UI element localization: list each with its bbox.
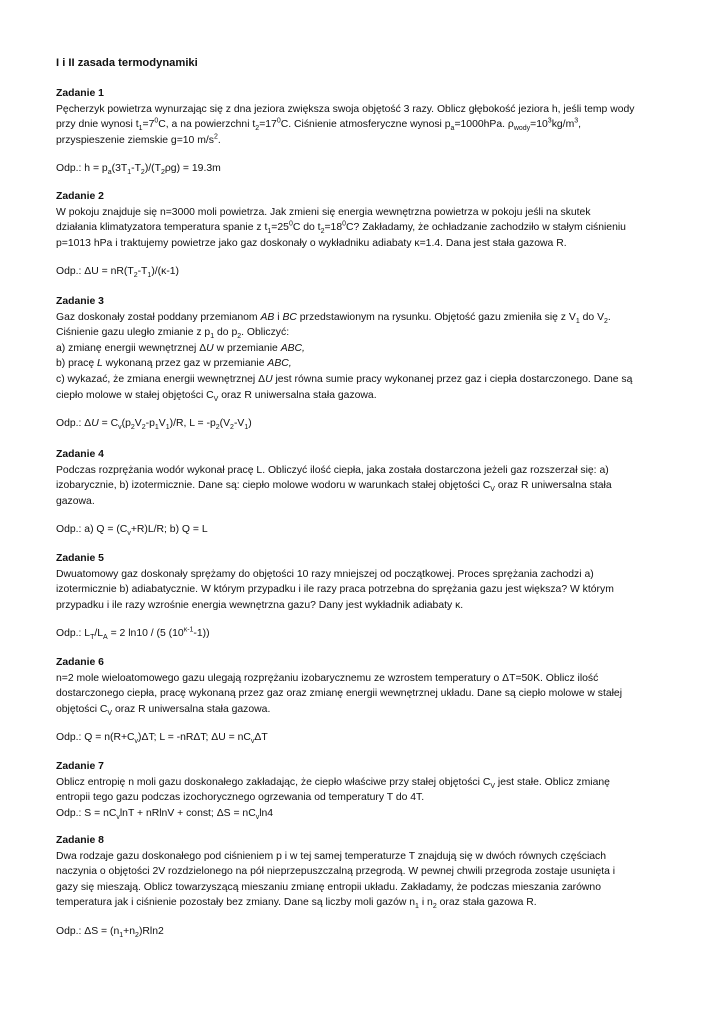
task-1-answer: Odp.: $h = p_a(3T_1-T_2)/(T_2\rho g) = 19.3m$ xyxy=(56,163,221,177)
task-3 xyxy=(56,294,676,432)
task-2 xyxy=(56,189,676,280)
task-7-answer: Odp.: $S = nC_v\ln T + nRlnV$ + const; $\Delta S = nC_v\ln 4$ xyxy=(56,807,274,821)
task-6-answer: Odp.: $Q = n(R+C_v)\Delta T$; L = -nRΔT; $\Delta U = nC_v\Delta T$ xyxy=(56,732,268,746)
task-4-text-line: izobarycznie, b) izotermicznie. Dane są: ciepło molowe wodoru w warunkach stałej objętości $C_V$ oraz R uniwersalna stała xyxy=(56,480,612,494)
task-8-text-line: temperatura jak i ciśnienie pozostały bez zmiany. Dane są liczby moli gazów $n_1$ i $n_2$ oraz stała gazowa R. xyxy=(56,897,537,911)
task-5-text-line: przypadku i ile razy wzrośnie energia wewnętrzna gazu? Dany jest wykładnik adiabaty κ. xyxy=(56,599,464,611)
task-3-text-line: Ciśnienie gazu uległo zmianie z $p_1$ do $p_2$. Obliczyć: xyxy=(56,327,290,341)
task-3-text-line: Gaz doskonały został poddany przemianom AB i BC przedstawionym na rysunku. Objętość gazu zmieniła się z $V_1$ do $V_2$. xyxy=(56,311,611,325)
task-6-text-line: objętości $C_V$ oraz R uniwersalna stała gazowa. xyxy=(56,703,271,717)
task-8-heading: Zadanie 8 xyxy=(56,835,104,846)
task-3-text-line: ciepło molowe w stałej objętości $C_V$ oraz R uniwersalna stała gazowa. xyxy=(56,389,377,403)
task-8-text-line: gazy się mieszają. Oblicz towarzyszącą mieszaniu zmianę entropii układu. Zakładamy, że podczas mieszania zarówno xyxy=(56,881,601,893)
task-4 xyxy=(56,447,676,538)
task-7-heading: Zadanie 7 xyxy=(56,761,104,772)
task-6-text-line: n=2 mole wieloatomowego gazu ulegają rozprężaniu izobarycznemu ze wzrostem temperatury o ΔT=50K. Oblicz ilość xyxy=(56,672,599,684)
task-2-text-line: działania klimatyzatora temperatura spanie z $t_1=25^0C$ do $t_2=18^0C$? Zakładamy, że ochładzanie zachodziło w stałym ciśnieniu xyxy=(56,220,626,236)
task-4-text-line: Podczas rozprężania wodór wykonał pracę L. Obliczyć ilość ciepła, jaka została dostarczona jeżeli gaz rozszerzał się: a) xyxy=(56,464,609,476)
task-5-heading: Zadanie 5 xyxy=(56,553,104,564)
task-8-text-line: Dwa rodzaje gazu doskonałego pod ciśnieniem p i w tej samej temperaturze T znajdują się w dwóch równych częściach xyxy=(56,850,607,862)
task-7-text-line: Oblicz entropię n moli gazu doskonałego zakładając, że ciepło właściwe przy stałej objętości $C_V$ jest stałe. Oblicz zmianę xyxy=(56,776,610,790)
task-4-text-line: gazowa. xyxy=(56,495,95,507)
task-8 xyxy=(56,833,676,940)
task-3-heading: Zadanie 3 xyxy=(56,296,104,307)
task-7 xyxy=(56,759,676,821)
task-6-heading: Zadanie 6 xyxy=(56,657,104,668)
task-3-answer: Odp.: $\Delta U = C_v(p_2V_2-p_1V_1)/R$, $L = -p_2(V_2-V_1)$ xyxy=(56,418,252,432)
task-1-text-line: przy dnie wynosi $t_1=7^0C$, a na powierzchni $t_2=17^0C$. Ciśnienie atmosferyczne wynosi $p_a=1000hPa$. $\rho_{wody}=10^3kg/m^3$, xyxy=(56,117,582,133)
task-2-text-line: W pokoju znajduje się n=3000 moli powietrza. Jak zmieni się energia wewnętrzna powietrza w pokoju jeśli na skutek xyxy=(56,206,591,218)
task-5-text-line: Dwuatomowy gaz doskonały sprężamy do objętości 10 razy mniejszej od początkowej. Proces sprężania zachodzi a) xyxy=(56,568,594,580)
task-4-answer: Odp.: a) $Q = (C_v+R)L/R$; b) Q = L xyxy=(56,524,208,538)
document-title: I i II zasada termodynamiki xyxy=(56,57,198,69)
task-1 xyxy=(56,86,676,177)
task-6 xyxy=(56,655,676,746)
task-3-text-line: a) zmianę energii wewnętrznej ΔU w przemianie ABC, xyxy=(56,342,305,354)
task-6-text-line: dostarczonego ciepła, pracę wykonaną przez gaz oraz zmianę energii wewnętrznej układu. Dane są ciepło molowe w stałej xyxy=(56,688,623,700)
task-8-answer: Odp.: $\Delta S = (n_1+n_2)Rln2$ xyxy=(56,925,164,940)
task-1-text-line: Pęcherzyk powietrza wynurzając się z dna jeziora zwiększa swoja objętość 3 razy. Oblicz głębokość jeziora h, jeśli temp wody xyxy=(56,103,635,115)
task-4-heading: Zadanie 4 xyxy=(56,449,104,460)
task-5-answer: Odp.: $L_T/L_A = 2$ ln10 / (5 $(10^{\kappa-1}-1)$) xyxy=(56,626,210,642)
task-2-text-line: p=1013 hPa i traktujemy powietrze jako gaz doskonały o wykładniku adiabaty κ=1.4. Dana jest stała gazowa R. xyxy=(56,237,567,249)
task-3-text-line: c) wykazać, że zmiana energii wewnętrznej ΔU jest równa sumie pracy wykonanej przez gaz i ciepła dostarczonego. Dane są xyxy=(56,373,633,385)
task-1-heading: Zadanie 1 xyxy=(56,88,104,99)
task-3-text-line: b) pracę L wykonaną przez gaz w przemianie ABC, xyxy=(56,358,292,370)
task-1-text-line: przyspieszenie ziemskie g=10 $m/s^2$. xyxy=(56,133,221,146)
task-5-text-line: izotermicznie b) adiabatycznie. W którym przypadku i ile razy praca potrzebna do sprężania gazu jest większa? W którym xyxy=(56,584,614,596)
task-7-text-line: entropii tego gazu podczas izochorycznego ogrzewania od temperatury T do 4T. xyxy=(56,792,425,804)
task-5 xyxy=(56,551,676,642)
task-2-heading: Zadanie 2 xyxy=(56,191,104,202)
task-2-answer: Odp.: $\Delta U = nR(T_2-T_1)/(\kappa-1)$ xyxy=(56,266,180,280)
task-8-text-line: naczynia o objętości 2V rozdzielonego na pół nieprzepuszczalną przegrodą. W pewnej chwili przegroda zostaje usunięta i xyxy=(56,866,616,878)
